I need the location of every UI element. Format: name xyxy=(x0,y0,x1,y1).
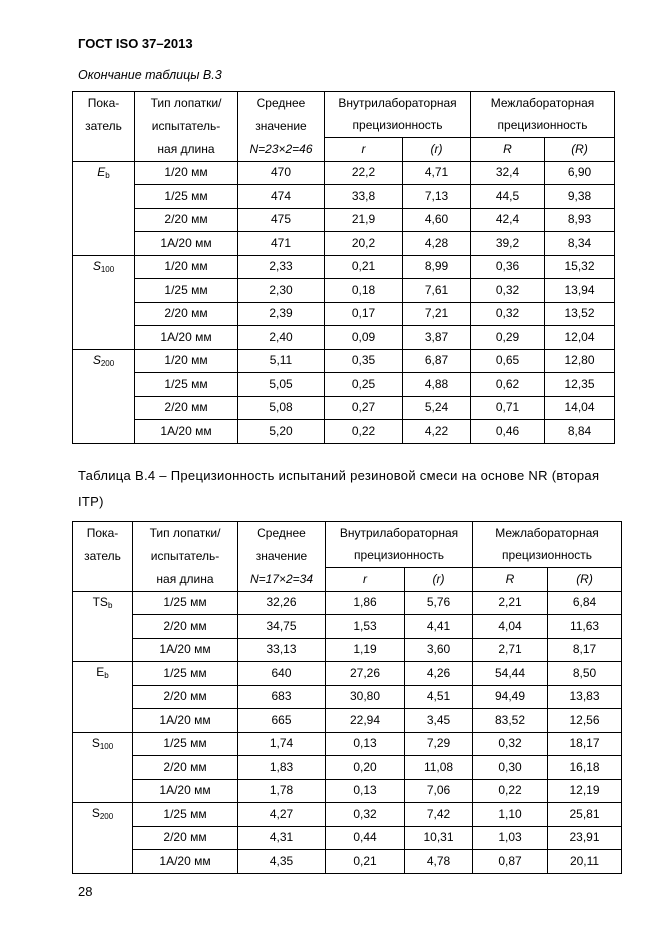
R-cell: 4,04 xyxy=(473,615,548,639)
r-relative-cell: 7,42 xyxy=(405,803,473,827)
indicator-symbol: S xyxy=(92,258,101,273)
mean-value-cell: 2,30 xyxy=(238,279,325,303)
R-relative-cell: 12,19 xyxy=(548,779,622,803)
R-relative-cell: 9,38 xyxy=(545,185,615,209)
header-interlab: Межлабораторная xyxy=(471,92,615,115)
R-relative-cell: 18,17 xyxy=(548,732,622,756)
table-row xyxy=(73,850,622,874)
r-relative-cell: 11,08 xyxy=(405,756,473,780)
header-interlab: Межлабораторная xyxy=(473,522,622,545)
header-intralab: Внутрилабораторная xyxy=(326,522,473,545)
r-relative-cell: 7,06 xyxy=(405,779,473,803)
R-relative-cell: 23,91 xyxy=(548,826,622,850)
indicator-subscript: b xyxy=(105,170,110,180)
R-cell: 42,4 xyxy=(471,208,545,232)
R-relative-cell: 6,90 xyxy=(545,161,615,185)
R-relative-cell: 20,11 xyxy=(548,850,622,874)
specimen-type-cell: 1/25 мм xyxy=(135,279,238,303)
indicator-subscript: 200 xyxy=(99,812,114,821)
R-cell: 83,52 xyxy=(473,709,548,733)
header-type: испытатель- xyxy=(133,545,238,568)
header-mean: Среднее xyxy=(238,522,326,545)
r-cell: 20,2 xyxy=(325,232,403,256)
R-cell: 1,03 xyxy=(473,826,548,850)
mean-value-cell: 4,27 xyxy=(238,803,326,827)
table-row xyxy=(73,232,615,256)
header-indicator: затель xyxy=(73,115,135,138)
mean-value-cell: 2,40 xyxy=(238,326,325,350)
table-row xyxy=(73,756,622,780)
specimen-type-cell: 2/20 мм xyxy=(135,302,238,326)
R-cell: 0,32 xyxy=(471,302,545,326)
table-row xyxy=(73,373,615,397)
table-row xyxy=(73,161,615,185)
header-r-relative: (r) xyxy=(403,138,471,162)
r-relative-cell: 4,60 xyxy=(403,208,471,232)
r-relative-cell: 4,78 xyxy=(405,850,473,874)
header-r: r xyxy=(326,568,405,592)
header-indicator: Пока- xyxy=(73,522,133,545)
r-cell: 0,32 xyxy=(326,803,405,827)
R-relative-cell: 12,04 xyxy=(545,326,615,350)
header-type: ная длина xyxy=(135,138,238,162)
r-cell: 0,09 xyxy=(325,326,403,350)
mean-value-cell: 665 xyxy=(238,709,326,733)
indicator-subscript: 100 xyxy=(100,264,115,274)
R-relative-cell: 14,04 xyxy=(545,396,615,420)
mean-value-cell: 5,20 xyxy=(238,420,325,444)
indicator-symbol: S xyxy=(91,735,100,750)
indicator-symbol: E xyxy=(96,665,105,679)
indicator-subscript: 200 xyxy=(100,358,115,368)
table-row xyxy=(73,349,615,373)
r-cell: 0,18 xyxy=(325,279,403,303)
mean-value-cell: 4,31 xyxy=(238,826,326,850)
specimen-type-cell: 1/20 мм xyxy=(135,161,238,185)
table2-body xyxy=(73,591,622,873)
indicator-symbol: S xyxy=(92,352,101,367)
r-cell: 33,8 xyxy=(325,185,403,209)
header-mean: Среднее xyxy=(238,92,325,115)
r-cell: 1,86 xyxy=(326,591,405,615)
header-mean-n: N=23×2=46 xyxy=(238,138,325,162)
table-row xyxy=(73,279,615,303)
R-cell: 54,44 xyxy=(473,662,548,686)
r-relative-cell: 4,22 xyxy=(403,420,471,444)
specimen-type-cell: 1/25 мм xyxy=(135,185,238,209)
R-relative-cell: 8,50 xyxy=(548,662,622,686)
specimen-type-cell: 1/20 мм xyxy=(135,255,238,279)
R-cell: 39,2 xyxy=(471,232,545,256)
R-cell: 0,62 xyxy=(471,373,545,397)
mean-value-cell: 33,13 xyxy=(238,638,326,662)
R-cell: 0,36 xyxy=(471,255,545,279)
R-relative-cell: 8,17 xyxy=(548,638,622,662)
r-relative-cell: 10,31 xyxy=(405,826,473,850)
table-row xyxy=(73,662,622,686)
r-relative-cell: 6,87 xyxy=(403,349,471,373)
R-cell: 94,49 xyxy=(473,685,548,709)
mean-value-cell: 1,78 xyxy=(238,779,326,803)
r-cell: 0,20 xyxy=(326,756,405,780)
R-cell: 0,87 xyxy=(473,850,548,874)
precision-table-b3 xyxy=(72,91,615,444)
r-relative-cell: 7,21 xyxy=(403,302,471,326)
r-cell: 0,21 xyxy=(325,255,403,279)
R-cell: 0,32 xyxy=(473,732,548,756)
specimen-type-cell: 1A/20 мм xyxy=(135,232,238,256)
header-indicator: Пока- xyxy=(73,92,135,115)
r-relative-cell: 4,71 xyxy=(403,161,471,185)
specimen-type-cell: 1/25 мм xyxy=(135,373,238,397)
R-relative-cell: 8,93 xyxy=(545,208,615,232)
r-relative-cell: 3,60 xyxy=(405,638,473,662)
mean-value-cell: 2,33 xyxy=(238,255,325,279)
specimen-type-cell: 1/20 мм xyxy=(135,349,238,373)
r-cell: 1,19 xyxy=(326,638,405,662)
indicator-subscript: b xyxy=(104,671,109,680)
specimen-type-cell: 1A/20 мм xyxy=(135,326,238,350)
specimen-type-cell: 1A/20 мм xyxy=(133,709,238,733)
r-cell: 0,13 xyxy=(326,732,405,756)
indicator-symbol: S xyxy=(91,806,100,820)
page-number: 28 xyxy=(78,884,93,899)
document-header: ГОСТ ISO 37–2013 xyxy=(78,36,193,51)
r-cell: 0,22 xyxy=(325,420,403,444)
mean-value-cell: 5,05 xyxy=(238,373,325,397)
table-row xyxy=(73,185,615,209)
R-cell: 2,21 xyxy=(473,591,548,615)
indicator-subscript: b xyxy=(107,600,113,610)
R-relative-cell: 13,83 xyxy=(548,685,622,709)
r-cell: 22,94 xyxy=(326,709,405,733)
header-r: r xyxy=(325,138,403,162)
r-cell: 21,9 xyxy=(325,208,403,232)
mean-value-cell: 2,39 xyxy=(238,302,325,326)
specimen-type-cell: 2/20 мм xyxy=(133,756,238,780)
table-row xyxy=(73,255,615,279)
header-indicator xyxy=(73,568,133,592)
R-cell: 0,30 xyxy=(473,756,548,780)
header-r-relative: (r) xyxy=(405,568,473,592)
table-row xyxy=(73,685,622,709)
mean-value-cell: 5,11 xyxy=(238,349,325,373)
r-relative-cell: 5,76 xyxy=(405,591,473,615)
specimen-type-cell: 2/20 мм xyxy=(133,685,238,709)
mean-value-cell: 474 xyxy=(238,185,325,209)
r-cell: 0,17 xyxy=(325,302,403,326)
r-relative-cell: 4,28 xyxy=(403,232,471,256)
mean-value-cell: 470 xyxy=(238,161,325,185)
R-relative-cell: 15,32 xyxy=(545,255,615,279)
R-relative-cell: 8,34 xyxy=(545,232,615,256)
header-R: R xyxy=(473,568,548,592)
header-R-relative: (R) xyxy=(545,138,615,162)
table-row xyxy=(73,638,622,662)
specimen-type-cell: 1/25 мм xyxy=(133,662,238,686)
specimen-type-cell: 1/25 мм xyxy=(133,803,238,827)
mean-value-cell: 1,83 xyxy=(238,756,326,780)
table-row xyxy=(73,615,622,639)
indicator-subscript: 100 xyxy=(99,741,114,751)
mean-value-cell: 34,75 xyxy=(238,615,326,639)
R-cell: 1,10 xyxy=(473,803,548,827)
R-cell: 0,32 xyxy=(471,279,545,303)
mean-value-cell: 4,35 xyxy=(238,850,326,874)
indicator-cell xyxy=(73,349,135,443)
specimen-type-cell: 1A/20 мм xyxy=(133,850,238,874)
indicator-symbol: E xyxy=(97,164,106,179)
r-relative-cell: 7,29 xyxy=(405,732,473,756)
R-relative-cell: 12,56 xyxy=(548,709,622,733)
header-interlab: прецизионность xyxy=(473,545,622,568)
table-row xyxy=(73,302,615,326)
R-cell: 0,65 xyxy=(471,349,545,373)
header-type: Тип лопатки/ xyxy=(135,92,238,115)
indicator-cell xyxy=(73,662,133,733)
header-type: испытатель- xyxy=(135,115,238,138)
r-cell: 30,80 xyxy=(326,685,405,709)
r-relative-cell: 4,51 xyxy=(405,685,473,709)
table-row xyxy=(73,779,622,803)
r-relative-cell: 8,99 xyxy=(403,255,471,279)
R-relative-cell: 16,18 xyxy=(548,756,622,780)
r-relative-cell: 3,87 xyxy=(403,326,471,350)
R-cell: 0,22 xyxy=(473,779,548,803)
mean-value-cell: 640 xyxy=(238,662,326,686)
r-cell: 0,21 xyxy=(326,850,405,874)
indicator-cell xyxy=(73,161,135,255)
specimen-type-cell: 1A/20 мм xyxy=(133,779,238,803)
r-relative-cell: 4,41 xyxy=(405,615,473,639)
table-row xyxy=(73,208,615,232)
indicator-cell xyxy=(73,803,133,874)
specimen-type-cell: 1A/20 мм xyxy=(133,638,238,662)
r-cell: 27,26 xyxy=(326,662,405,686)
mean-value-cell: 471 xyxy=(238,232,325,256)
indicator-cell xyxy=(73,732,133,803)
precision-table-b4 xyxy=(72,521,622,874)
R-cell: 44,5 xyxy=(471,185,545,209)
header-mean: значение xyxy=(238,545,326,568)
r-cell: 1,53 xyxy=(326,615,405,639)
mean-value-cell: 32,26 xyxy=(238,591,326,615)
specimen-type-cell: 2/20 мм xyxy=(135,208,238,232)
r-relative-cell: 4,88 xyxy=(403,373,471,397)
r-relative-cell: 3,45 xyxy=(405,709,473,733)
table-row xyxy=(73,709,622,733)
r-cell: 0,44 xyxy=(326,826,405,850)
R-relative-cell: 13,94 xyxy=(545,279,615,303)
R-relative-cell: 12,80 xyxy=(545,349,615,373)
specimen-type-cell: 1/25 мм xyxy=(133,591,238,615)
header-intralab: Внутрилабораторная xyxy=(325,92,471,115)
header-R: R xyxy=(471,138,545,162)
r-relative-cell: 7,13 xyxy=(403,185,471,209)
R-cell: 0,29 xyxy=(471,326,545,350)
R-relative-cell: 11,63 xyxy=(548,615,622,639)
table-row xyxy=(73,803,622,827)
R-cell: 0,46 xyxy=(471,420,545,444)
specimen-type-cell: 1/25 мм xyxy=(133,732,238,756)
R-relative-cell: 8,84 xyxy=(545,420,615,444)
specimen-type-cell: 2/20 мм xyxy=(135,396,238,420)
R-cell: 0,71 xyxy=(471,396,545,420)
r-cell: 0,35 xyxy=(325,349,403,373)
table-row xyxy=(73,732,622,756)
mean-value-cell: 683 xyxy=(238,685,326,709)
mean-value-cell: 1,74 xyxy=(238,732,326,756)
r-relative-cell: 4,26 xyxy=(405,662,473,686)
header-intralab: прецизионность xyxy=(326,545,473,568)
header-R-relative: (R) xyxy=(548,568,622,592)
mean-value-cell: 5,08 xyxy=(238,396,325,420)
R-relative-cell: 25,81 xyxy=(548,803,622,827)
header-indicator: затель xyxy=(73,545,133,568)
R-relative-cell: 12,35 xyxy=(545,373,615,397)
R-cell: 32,4 xyxy=(471,161,545,185)
header-indicator xyxy=(73,138,135,162)
header-interlab: прецизионность xyxy=(471,115,615,138)
r-relative-cell: 5,24 xyxy=(403,396,471,420)
r-cell: 0,13 xyxy=(326,779,405,803)
R-cell: 2,71 xyxy=(473,638,548,662)
header-intralab: прецизионность xyxy=(325,115,471,138)
table2-title: Таблица В.4 – Прецизионность испытаний резиновой смеси на основе NR (вторая ITP) xyxy=(78,468,600,509)
header-mean: значение xyxy=(238,115,325,138)
table-row xyxy=(73,396,615,420)
indicator-symbol: TS xyxy=(92,594,108,609)
specimen-type-cell: 2/20 мм xyxy=(133,826,238,850)
r-relative-cell: 7,61 xyxy=(403,279,471,303)
table-row xyxy=(73,326,615,350)
header-mean-n: N=17×2=34 xyxy=(238,568,326,592)
table1-body xyxy=(73,161,615,443)
mean-value-cell: 475 xyxy=(238,208,325,232)
indicator-cell xyxy=(73,255,135,349)
r-cell: 0,27 xyxy=(325,396,403,420)
table-row xyxy=(73,591,622,615)
specimen-type-cell: 1A/20 мм xyxy=(135,420,238,444)
header-type: Тип лопатки/ xyxy=(133,522,238,545)
R-relative-cell: 13,52 xyxy=(545,302,615,326)
table-row xyxy=(73,826,622,850)
table-row xyxy=(73,420,615,444)
specimen-type-cell: 2/20 мм xyxy=(133,615,238,639)
header-type: ная длина xyxy=(133,568,238,592)
R-relative-cell: 6,84 xyxy=(548,591,622,615)
table1-caption: Окончание таблицы В.3 xyxy=(78,68,222,82)
r-cell: 0,25 xyxy=(325,373,403,397)
r-cell: 22,2 xyxy=(325,161,403,185)
indicator-cell xyxy=(73,591,133,662)
